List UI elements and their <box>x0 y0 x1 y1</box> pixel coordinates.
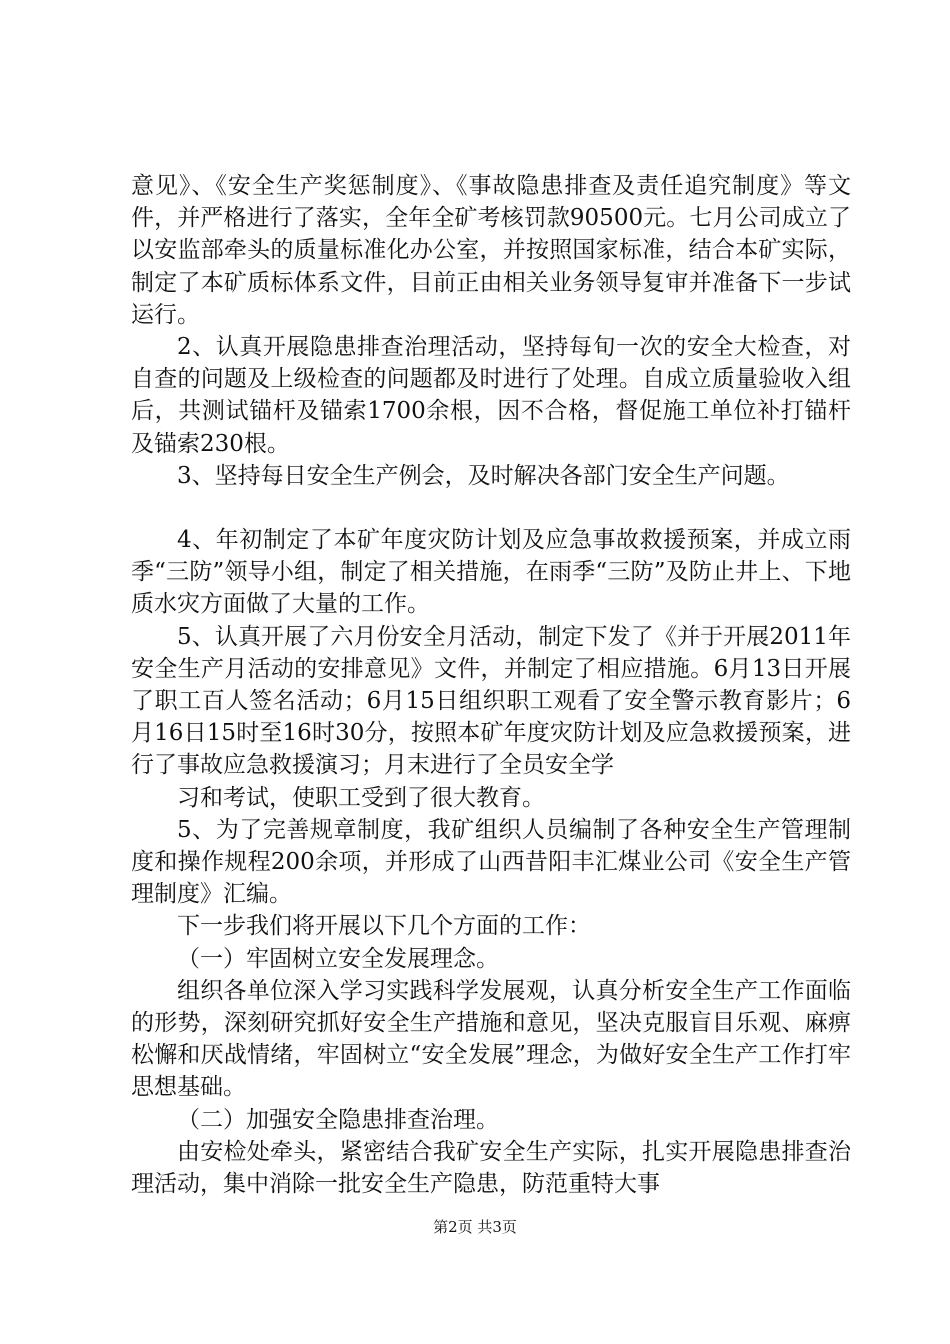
section-heading-2: （二）加强安全隐患排查治理。 <box>177 1106 499 1133</box>
paragraph-continuation: 意见》、《安全生产奖惩制度》、《事故隐患排查及责任追究制度》等文件，并严格进行了落实，全年全矿考核罚款90500元。七月公司成立了以安监部牵头的质量标准化办公室，并按照国家标准，结合本矿实际，制定了本矿质标体系文件，目前正由相关业务领导复审并准备下一步试运行。 <box>131 173 851 328</box>
paragraph-section-2: 由安检处牵头，紧密结合我矿安全生产实际，扎实开展隐患排查治理活动，集中消除一批安全生产隐患，防范重特大事 <box>131 1138 851 1198</box>
paragraph-item-5-continuation: 习和考试，使职工受到了很大教育。 <box>177 784 545 811</box>
paragraph-item-5-safety-month: 5、认真开展了六月份安全月活动，制定下发了《并于开展2011年安全生产月活动的安排意见》文件，并制定了相应措施。6月13日开展了职工百人签名活动；6月15日组织职工观看了安全警示教育影片；6月16日15时至16时30分，按照本矿年度灾防计划及应急救援预案，进行了事故应急救援演习；月末进行了全员安全学 <box>131 623 851 779</box>
document-body <box>131 170 851 1200</box>
paragraph-item-2: 2、认真开展隐患排查治理活动，坚持每旬一次的安全大检查，对自查的问题及上级检查的问题都及时进行了处理。自成立质量验收入组后，共测试锚杆及锚索1700余根，因不合格，督促施工单位补打锚杆及锚索230根。 <box>131 334 851 457</box>
paragraph-section-1: 组织各单位深入学习实践科学发展观，认真分析安全生产工作面临的形势，深刻研究抓好安全生产措施和意见，坚决克服盲目乐观、麻痹松懈和厌战情绪，牢固树立“安全发展”理念，为做好安全生产工作打牢思想基础。 <box>131 977 851 1101</box>
section-heading-1: （一）牢固树立安全发展理念。 <box>177 945 499 972</box>
page-number-footer: 第2页 共3页 <box>433 1218 517 1236</box>
paragraph-item-4: 4、年初制定了本矿年度灾防计划及应急事故救援预案，并成立雨季“三防”领导小组，制定了相关措施，在雨季“三防”及防止井上、下地质水灾方面做了大量的工作。 <box>131 527 851 618</box>
paragraph-next-steps-intro: 下一步我们将开展以下几个方面的工作： <box>177 913 591 940</box>
paragraph-item-5-regulations: 5、为了完善规章制度，我矿组织人员编制了各种安全生产管理制度和操作规程200余项，并形成了山西昔阳丰汇煤业公司《安全生产管理制度》汇编。 <box>131 816 851 908</box>
paragraph-item-3: 3、坚持每日安全生产例会，及时解决各部门安全生产问题。 <box>177 462 790 489</box>
